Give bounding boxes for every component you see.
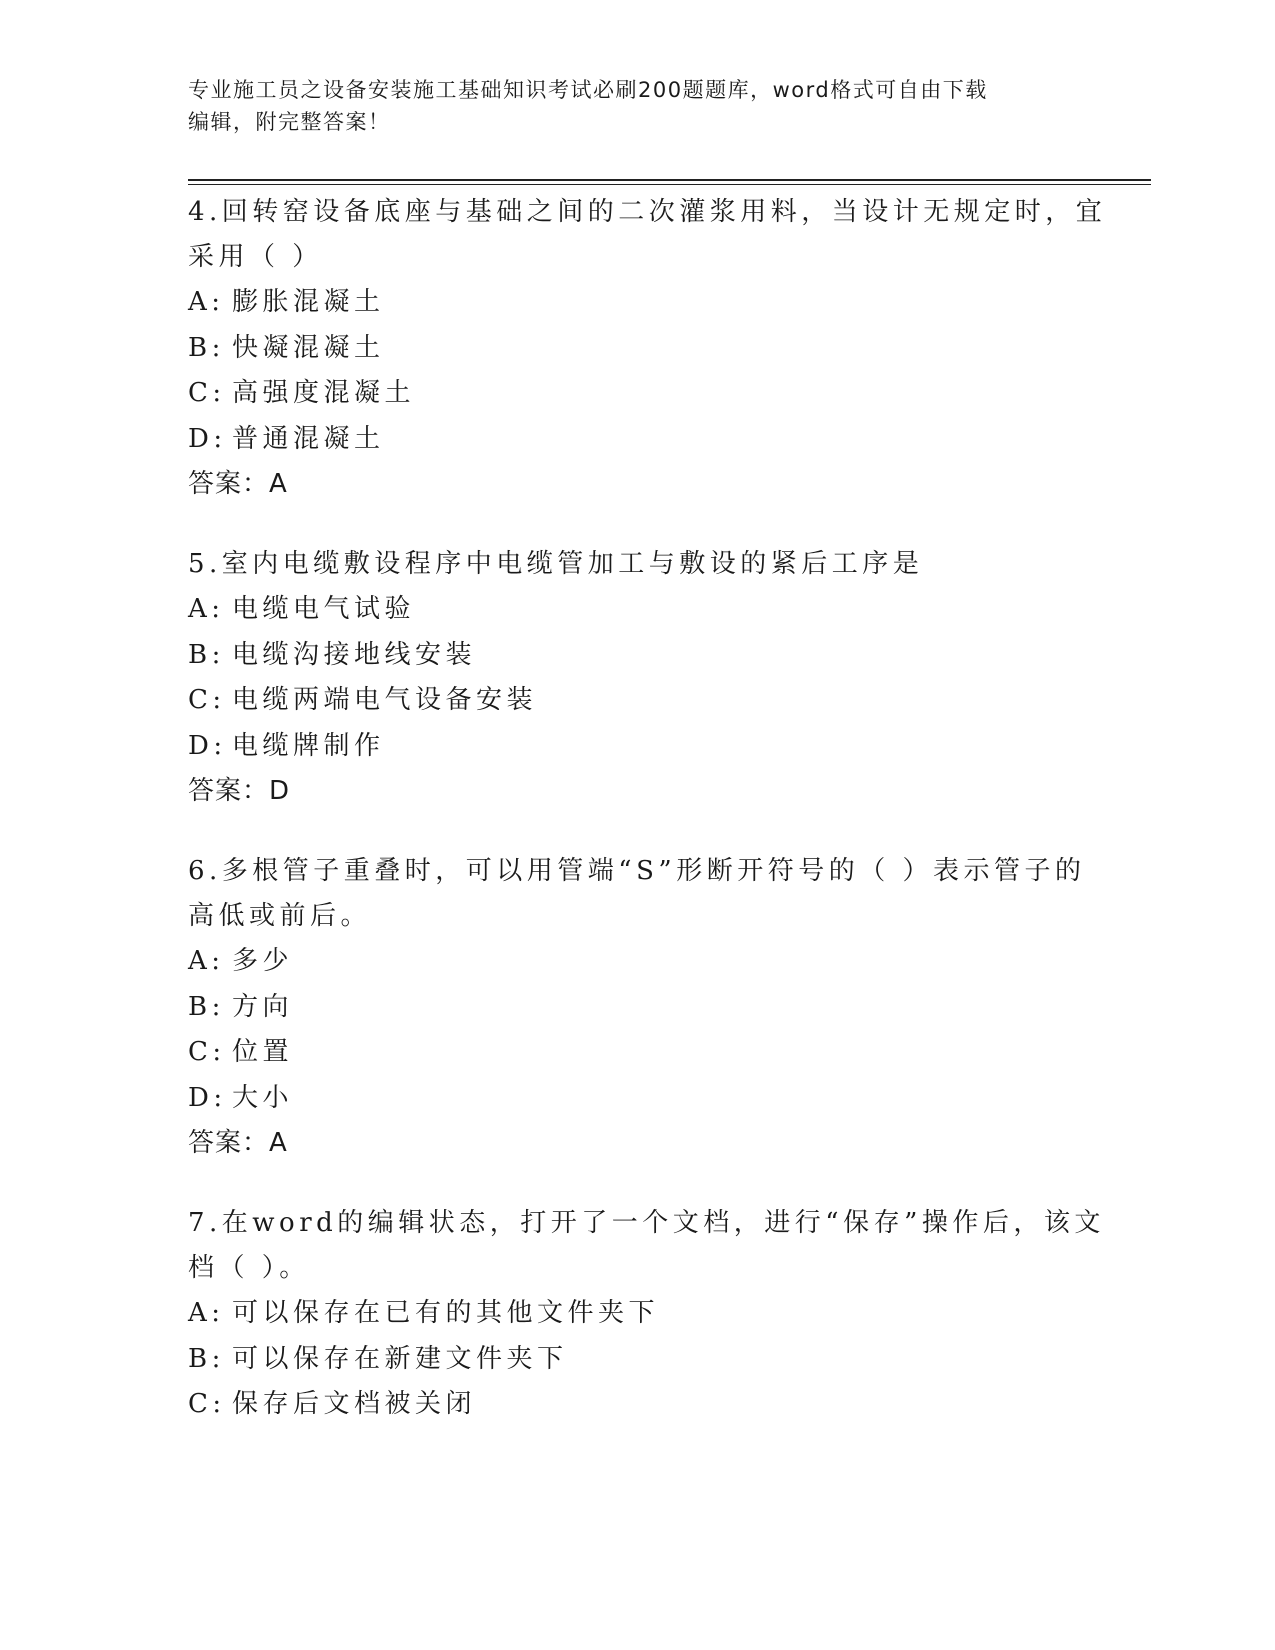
option-letter: A: xyxy=(188,946,225,976)
option-text: 普通混凝土 xyxy=(232,423,385,454)
option-letter: B: xyxy=(188,332,225,363)
option-text: 大小 xyxy=(232,1082,294,1113)
option-letter: B: xyxy=(188,991,225,1022)
answer-line: 答案：A xyxy=(188,1128,288,1158)
question-list xyxy=(188,190,1107,1463)
question-6 xyxy=(188,849,1088,1166)
question-4 xyxy=(188,190,1107,507)
answer-line: 答案：D xyxy=(188,776,291,806)
option-letter: C: xyxy=(188,378,226,408)
option-text: 保存后文档被关闭 xyxy=(232,1389,477,1419)
option-text: 电缆牌制作 xyxy=(232,730,385,761)
option-a xyxy=(188,939,1088,985)
option-letter: A: xyxy=(188,594,225,624)
question-5 xyxy=(188,542,1088,814)
option-text: 快凝混凝土 xyxy=(232,332,385,363)
option-letter: B: xyxy=(188,1343,225,1374)
option-d xyxy=(188,417,1088,463)
option-text: 可以保存在新建文件夹下 xyxy=(232,1343,568,1374)
option-text: 电缆电气试验 xyxy=(232,594,416,624)
option-letter: D: xyxy=(188,423,227,454)
option-text: 电缆两端电气设备安装 xyxy=(232,685,538,715)
option-b xyxy=(188,633,1088,679)
question-text-line: 采用（ ） xyxy=(188,242,323,272)
option-c xyxy=(188,371,1088,417)
option-letter: B: xyxy=(188,639,225,670)
option-text: 方向 xyxy=(232,991,294,1022)
option-letter: A: xyxy=(188,1298,225,1328)
option-d xyxy=(188,1076,1088,1122)
header-divider-thin xyxy=(188,184,1151,185)
option-letter: D: xyxy=(188,1082,227,1113)
header-divider-thick xyxy=(188,179,1151,181)
option-letter: C: xyxy=(188,1389,226,1419)
option-a xyxy=(188,1291,1088,1337)
question-text-line: 7.在word的编辑状态，打开了一个文档，进行“保存”操作后，该文 xyxy=(188,1208,1105,1238)
question-text-line: 5.室内电缆敷设程序中电缆管加工与敷设的紧后工序是 xyxy=(188,549,924,579)
option-text: 可以保存在已有的其他文件夹下 xyxy=(232,1298,660,1328)
option-c xyxy=(188,678,1088,724)
option-b xyxy=(188,985,1088,1031)
option-letter: D: xyxy=(188,730,227,761)
question-text-line: 高低或前后。 xyxy=(188,901,372,931)
option-b xyxy=(188,1337,1088,1383)
option-letter: C: xyxy=(188,685,226,715)
option-d xyxy=(188,724,1088,770)
document-header xyxy=(188,74,1068,138)
option-a xyxy=(188,280,1088,326)
option-letter: A: xyxy=(188,287,225,317)
option-text: 高强度混凝土 xyxy=(232,378,416,408)
question-text-line: 4.回转窑设备底座与基础之间的二次灌浆用料，当设计无规定时，宜 xyxy=(188,197,1107,227)
question-7 xyxy=(188,1201,1105,1428)
option-a xyxy=(188,587,1088,633)
option-c xyxy=(188,1030,1088,1076)
option-text: 电缆沟接地线安装 xyxy=(232,639,477,670)
question-text-line: 档（ ）。 xyxy=(188,1253,310,1283)
header-line-1: 专业施工员之设备安装施工基础知识考试必刷200题题库，word格式可自由下载 xyxy=(188,78,988,102)
question-text-line: 6.多根管子重叠时，可以用管端“S”形断开符号的（ ）表示管子的 xyxy=(188,856,1086,886)
answer-line: 答案：A xyxy=(188,469,288,499)
option-c xyxy=(188,1382,1088,1428)
header-line-2: 编辑，附完整答案！ xyxy=(188,110,391,134)
option-text: 膨胀混凝土 xyxy=(232,287,385,317)
option-text: 多少 xyxy=(232,946,294,976)
option-letter: C: xyxy=(188,1037,226,1067)
option-text: 位置 xyxy=(232,1037,294,1067)
option-b xyxy=(188,326,1088,372)
